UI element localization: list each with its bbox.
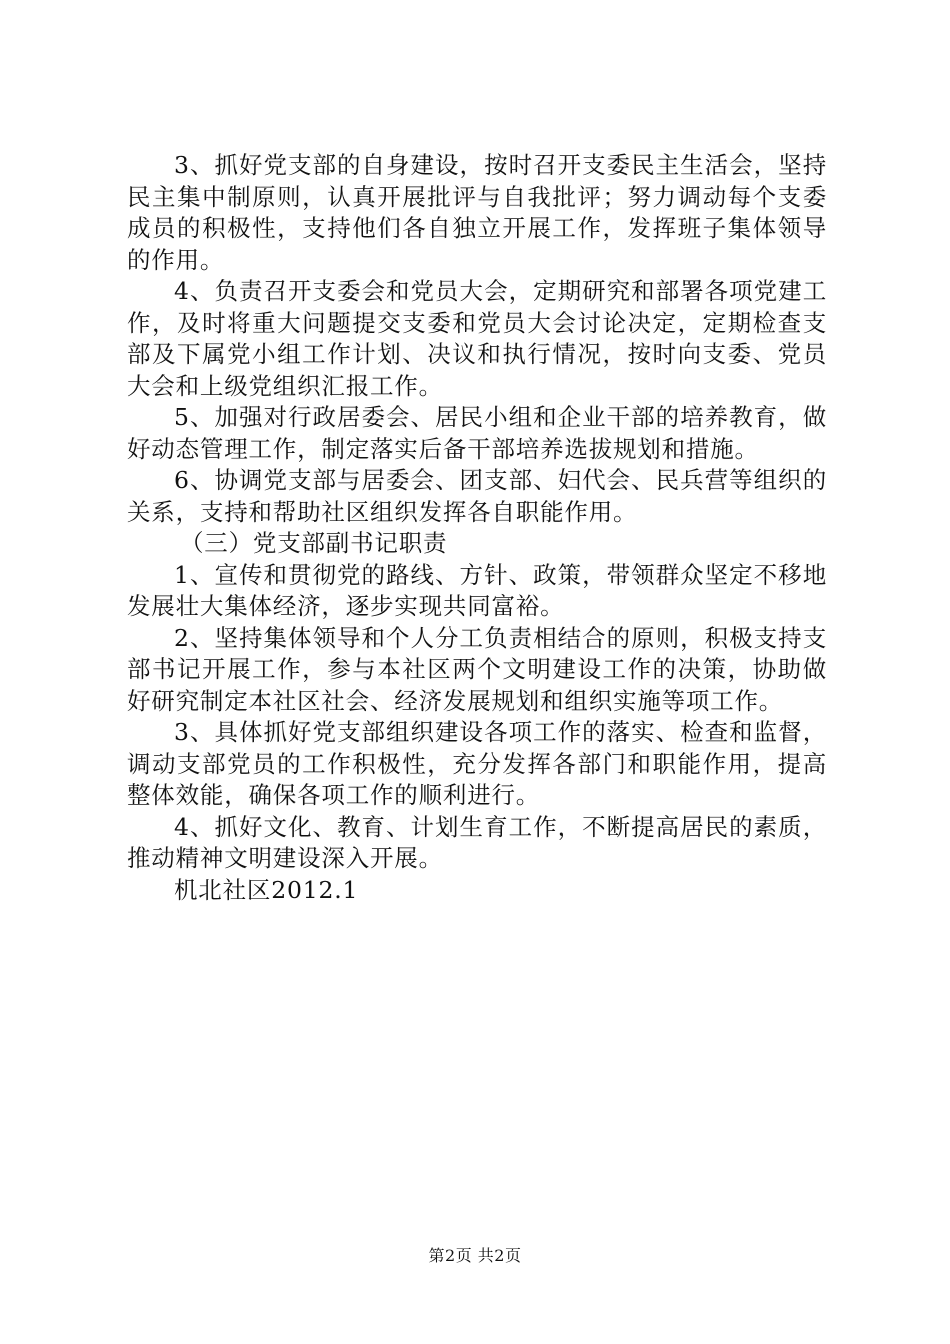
- paragraph-deputy-duty-1: 1、宣传和贯彻党的路线、方针、政策，带领群众坚定不移地发展壮大集体经济，逐步实现共同富裕。: [127, 560, 827, 620]
- paragraph-secretary-duty-4: 4、负责召开支委会和党员大会，定期研究和部署各项党建工作，及时将重大问题提交支委和党员大会讨论决定，定期检查支部及下属党小组工作计划、决议和执行情况，按时向支委、党员大会和上级党组织汇报工作。: [127, 277, 827, 400]
- paragraph-secretary-duty-3: 3、抓好党支部的自身建设，按时召开支委民主生活会，坚持民主集中制原则，认真开展批评与自我批评；努力调动每个支委成员的积极性，支持他们各自独立开展工作，发挥班子集体领导的作用。: [127, 151, 827, 274]
- signature-line: 机北社区2012.1: [174, 875, 359, 904]
- document-body: [127, 150, 827, 906]
- paragraph-secretary-duty-6: 6、协调党支部与居委会、团支部、妇代会、民兵营等组织的关系，支持和帮助社区组织发挥各自职能作用。: [127, 466, 827, 526]
- page-footer: 第2页 共2页: [428, 1246, 522, 1265]
- paragraph-deputy-duty-2: 2、坚持集体领导和个人分工负责相结合的原则，积极支持支部书记开展工作，参与本社区两个文明建设工作的决策，协助做好研究制定本社区社会、经济发展规划和组织实施等项工作。: [127, 623, 827, 715]
- paragraph-deputy-duty-3: 3、具体抓好党支部组织建设各项工作的落实、检查和监督，调动支部党员的工作积极性，充分发挥各部门和职能作用，提高整体效能，确保各项工作的顺利进行。: [127, 718, 827, 809]
- paragraph-secretary-duty-5: 5、加强对行政居委会、居民小组和企业干部的培养教育，做好动态管理工作，制定落实后备干部培养选拔规划和措施。: [127, 403, 827, 463]
- paragraph-deputy-duty-4: 4、抓好文化、教育、计划生育工作，不断提高居民的素质，推动精神文明建设深入开展。: [127, 812, 827, 872]
- section-heading-deputy-secretary: （三）党支部副书记职责: [180, 529, 448, 557]
